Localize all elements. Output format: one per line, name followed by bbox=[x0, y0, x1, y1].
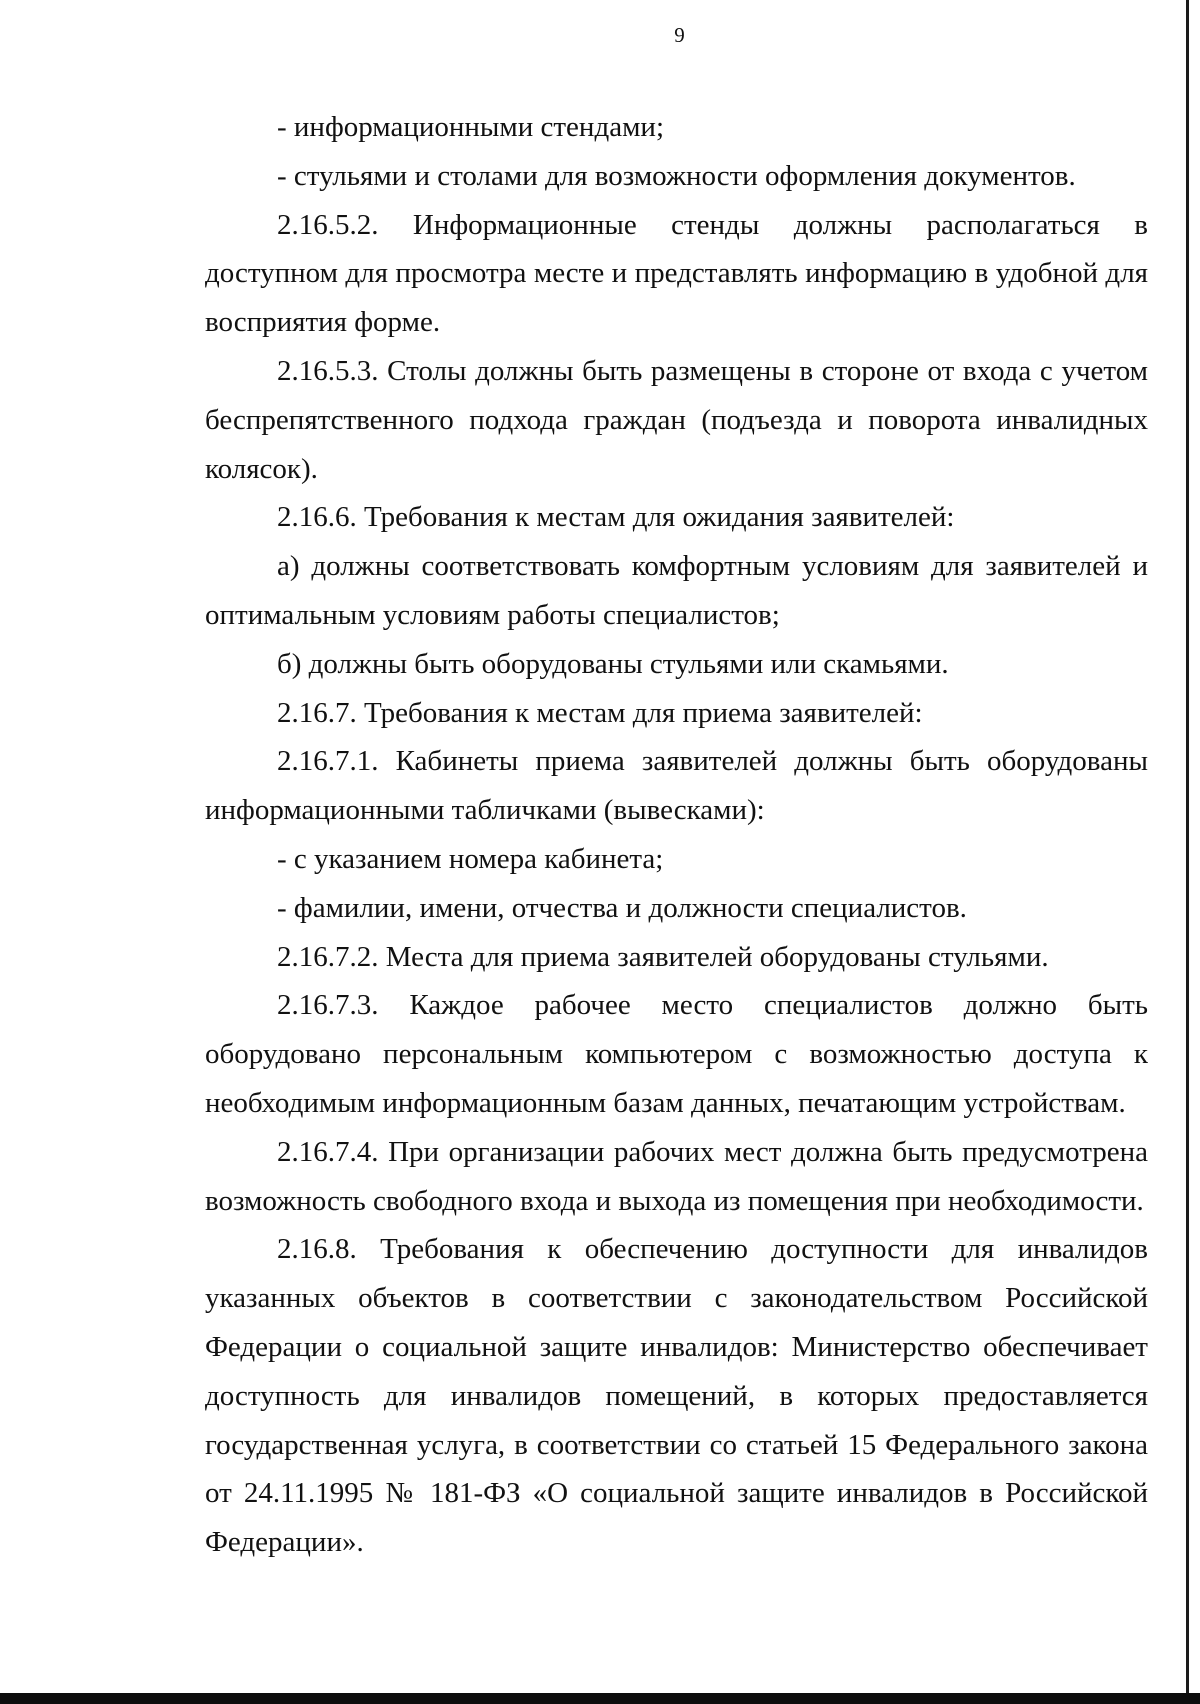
paragraph-2-16-5-3: 2.16.5.3. Столы должны быть размещены в стороне от входа с учетом беспрепятственного подхода граждан (подъезда и поворота инвалидных колясок). bbox=[205, 354, 1148, 485]
paragraph-2-16-8: 2.16.8. Требования к обеспечению доступности для инвалидов указанных объектов в соответствии с законодательством Российской Федерации о социальной защите инвалидов: Министерство обеспечивает доступность для инвалидов помещений, в которых предоставляется государственная услуга, в соответствии со статьей 15 Федерального закона от 24.11.1995 № 181-ФЗ «О социальной защите инвалидов в Российской Федерации». bbox=[205, 1233, 1148, 1559]
scan-edge-bottom bbox=[0, 1693, 1200, 1704]
document-body bbox=[205, 103, 1148, 1567]
paragraph-2-16-7-3: 2.16.7.3. Каждое рабочее место специалистов должно быть оборудовано персональным компьютером с возможностью доступа к необходимым информационным базам данных, печатающим устройствам. bbox=[205, 989, 1148, 1119]
paragraph-2-16-7-2: 2.16.7.2. Места для приема заявителей оборудованы стульями. bbox=[277, 940, 1049, 973]
paragraph-list-item: - с указанием номера кабинета; bbox=[277, 842, 664, 875]
paragraph-2-16-6: 2.16.6. Требования к местам для ожидания заявителей: bbox=[277, 501, 955, 534]
paragraph-list-item: - фамилии, имени, отчества и должности специалистов. bbox=[277, 891, 967, 924]
paragraph-2-16-7: 2.16.7. Требования к местам для приема заявителей: bbox=[277, 696, 923, 729]
paragraph-2-16-7-4: 2.16.7.4. При организации рабочих мест должна быть предусмотрена возможность свободного входа и выхода из помещения при необходимости. bbox=[205, 1135, 1148, 1217]
paragraph-list-item: - информационными стендами; bbox=[277, 111, 664, 143]
paragraph-list-item: - стульями и столами для возможности оформления документов. bbox=[277, 159, 1076, 192]
paragraph-item-b: б) должны быть оборудованы стульями или скамьями. bbox=[277, 647, 949, 680]
page-number: 9 bbox=[674, 23, 685, 47]
paragraph-item-a: а) должны соответствовать комфортным условиям для заявителей и оптимальным условиям работы специалистов; bbox=[205, 550, 1148, 631]
scan-edge-right bbox=[1186, 0, 1189, 1704]
paragraph-2-16-5-2: 2.16.5.2. Информационные стенды должны располагаться в доступном для просмотра месте и представлять информацию в удобной для восприятия форме. bbox=[205, 208, 1148, 339]
paragraph-2-16-7-1: 2.16.7.1. Кабинеты приема заявителей должны быть оборудованы информационными табличками (вывесками): bbox=[205, 745, 1148, 827]
